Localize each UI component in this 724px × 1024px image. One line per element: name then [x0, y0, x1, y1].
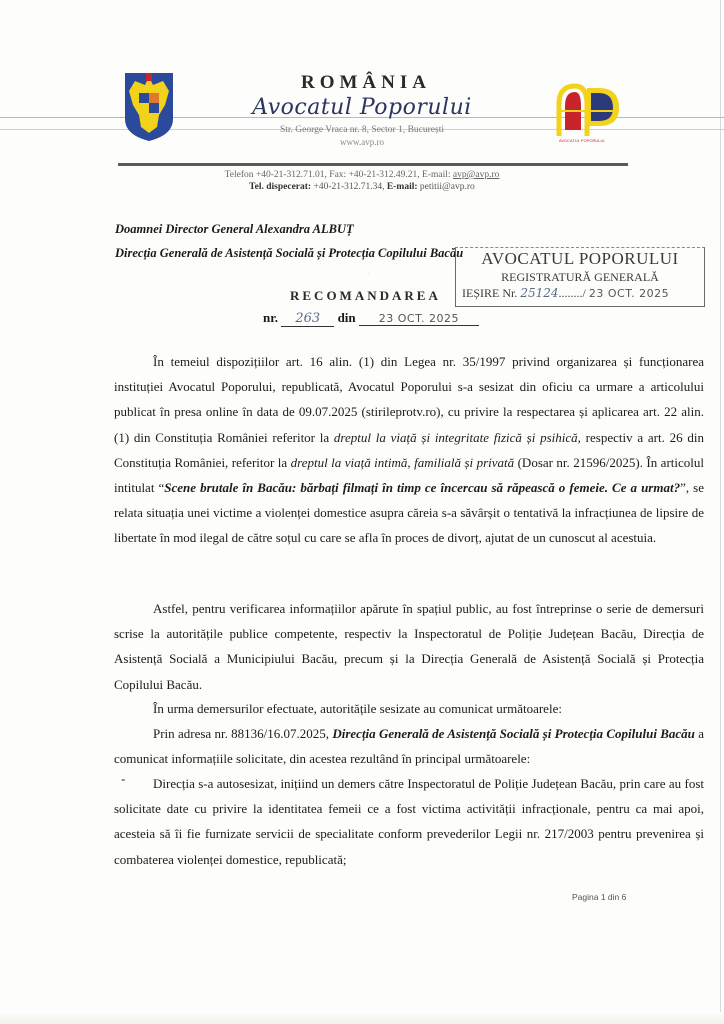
contact-line-1: Telefon +40-21-312.71.01, Fax: +40-21-312.49.21, E-mail: avp@avp.ro [224, 170, 500, 180]
institution-website[interactable]: www.avp.ro [340, 137, 384, 147]
stamp-handwritten-number: 25124 [520, 286, 559, 300]
paragraph-4: Prin adresa nr. 88136/16.07.2025, Direcția Generală de Asistență Socială și Protecția Copilului Bacău a comunicat informațiile solicitate, din acestea rezultând în principal următoarele: [114, 726, 705, 767]
institution-address: Str. George Vraca nr. 8, Sector 1, București [280, 125, 444, 135]
addressee-institution: Direcția Generală de Asistență Socială și Protecția Copilului Bacău [115, 246, 464, 260]
contact-line-2: Tel. dispecerat: +40-21-312.71.34, E-mail: petitii@avp.ro [249, 182, 475, 192]
page-number: Pagina 1 din 6 [572, 892, 627, 902]
recommendation-date: 23 OCT. 2025 [359, 312, 479, 326]
registry-stamp [455, 247, 705, 307]
paragraph-2: Astfel, pentru verificarea informațiilor apărute în spațiul public, au fost întreprinse o serie de demersuri scrise la autoritățile publice competente, respectiv la Inspectoratul de Poliție Județean Bacău, Direcția de Asistență Socială a Municipiului Bacău, precum și la Direcția Generală de Asistență Socială și Protecția Copilului Bacău. [114, 601, 704, 692]
page-edge [720, 0, 721, 1024]
stamp-title: AVOCATUL POPORULUI [481, 249, 679, 268]
header-separator [118, 163, 628, 166]
bullet-marker: - [121, 771, 126, 786]
contact-email-link[interactable]: avp@avp.ro [452, 170, 500, 180]
stamp-exit-label: IEȘIRE Nr. [462, 286, 518, 300]
bullet-item-1: Direcția s-a autosesizat, inițiind un demers către Inspectoratul de Poliție Județean Bacău, prin care au fost solicitate date cu privire la identitatea femeii ce a fost victima activității infracționale, pentru ca mai apoi, acesteia să îi fie furnizate servicii de specialitate conform prevederilor Legii nr. 217/2003 pentru prevenirea și combaterea violenței domestice, republicată; [114, 776, 704, 867]
stamp-exit-line: IEȘIRE Nr. 25124......../ 23 OCT. 2025 [462, 286, 670, 300]
stamp-date: 23 OCT. 2025 [588, 287, 670, 300]
svg-text:AVOCATUL POPORULUI: AVOCATUL POPORULUI [559, 138, 605, 143]
stamp-subtitle: REGISTRATURĂ GENERALĂ [501, 270, 659, 284]
petitions-email-link[interactable]: petitii@avp.ro [417, 182, 475, 192]
faint-mark: · [367, 270, 370, 278]
recommendation-number: 263 [281, 311, 334, 327]
paragraph-1: În temeiul dispozițiilor art. 16 alin. (1) din Legea nr. 35/1997 privind organizarea și funcționarea instituției Avocatul Poporului, republicată, Avocatul Poporului s-a sesizat din oficiu ca urmare a articolului publicat în presa online în data de 09.07.2025 (stirileprotv.ro), cu privire la respectarea și aplicarea art. 22 alin. (1) din Constituția României referitor la dreptul la viață și integritate fizică și psihică, respectiv a art. 26 din Constituția României, referitor la dreptul la viață intimă, familială și privată (Dosar nr. 21596/2025). În articolul intitulat “Scene brutale în Bacău: bărbați filmați în timp ce încercau să răpească o femeie. Ce a urmat?”, se relata situația unei victime a violenței domestice asupra căreia s-a săvârșit o tentativă la infracțiunea de lipsire de libertate în mod ilegal de către soțul cu care se afla în proces de divorț, ajutat de un cunoscut al acestuia. [114, 354, 704, 546]
addressee-name: Doamnei Director General Alexandra ALBUȚ [115, 222, 354, 236]
recommendation-number-line: nr. 263 din 23 OCT. 2025 [263, 310, 479, 327]
scan-edge [0, 1012, 724, 1024]
paragraph-3: În urma demersurilor efectuate, autoritățile sesizate au comunicat următoarele: [153, 701, 562, 716]
institution-name: Avocatul Poporului [252, 95, 472, 120]
recommendation-title: RECOMANDAREA [290, 288, 441, 303]
country-title: ROMÂNIA [301, 72, 431, 93]
